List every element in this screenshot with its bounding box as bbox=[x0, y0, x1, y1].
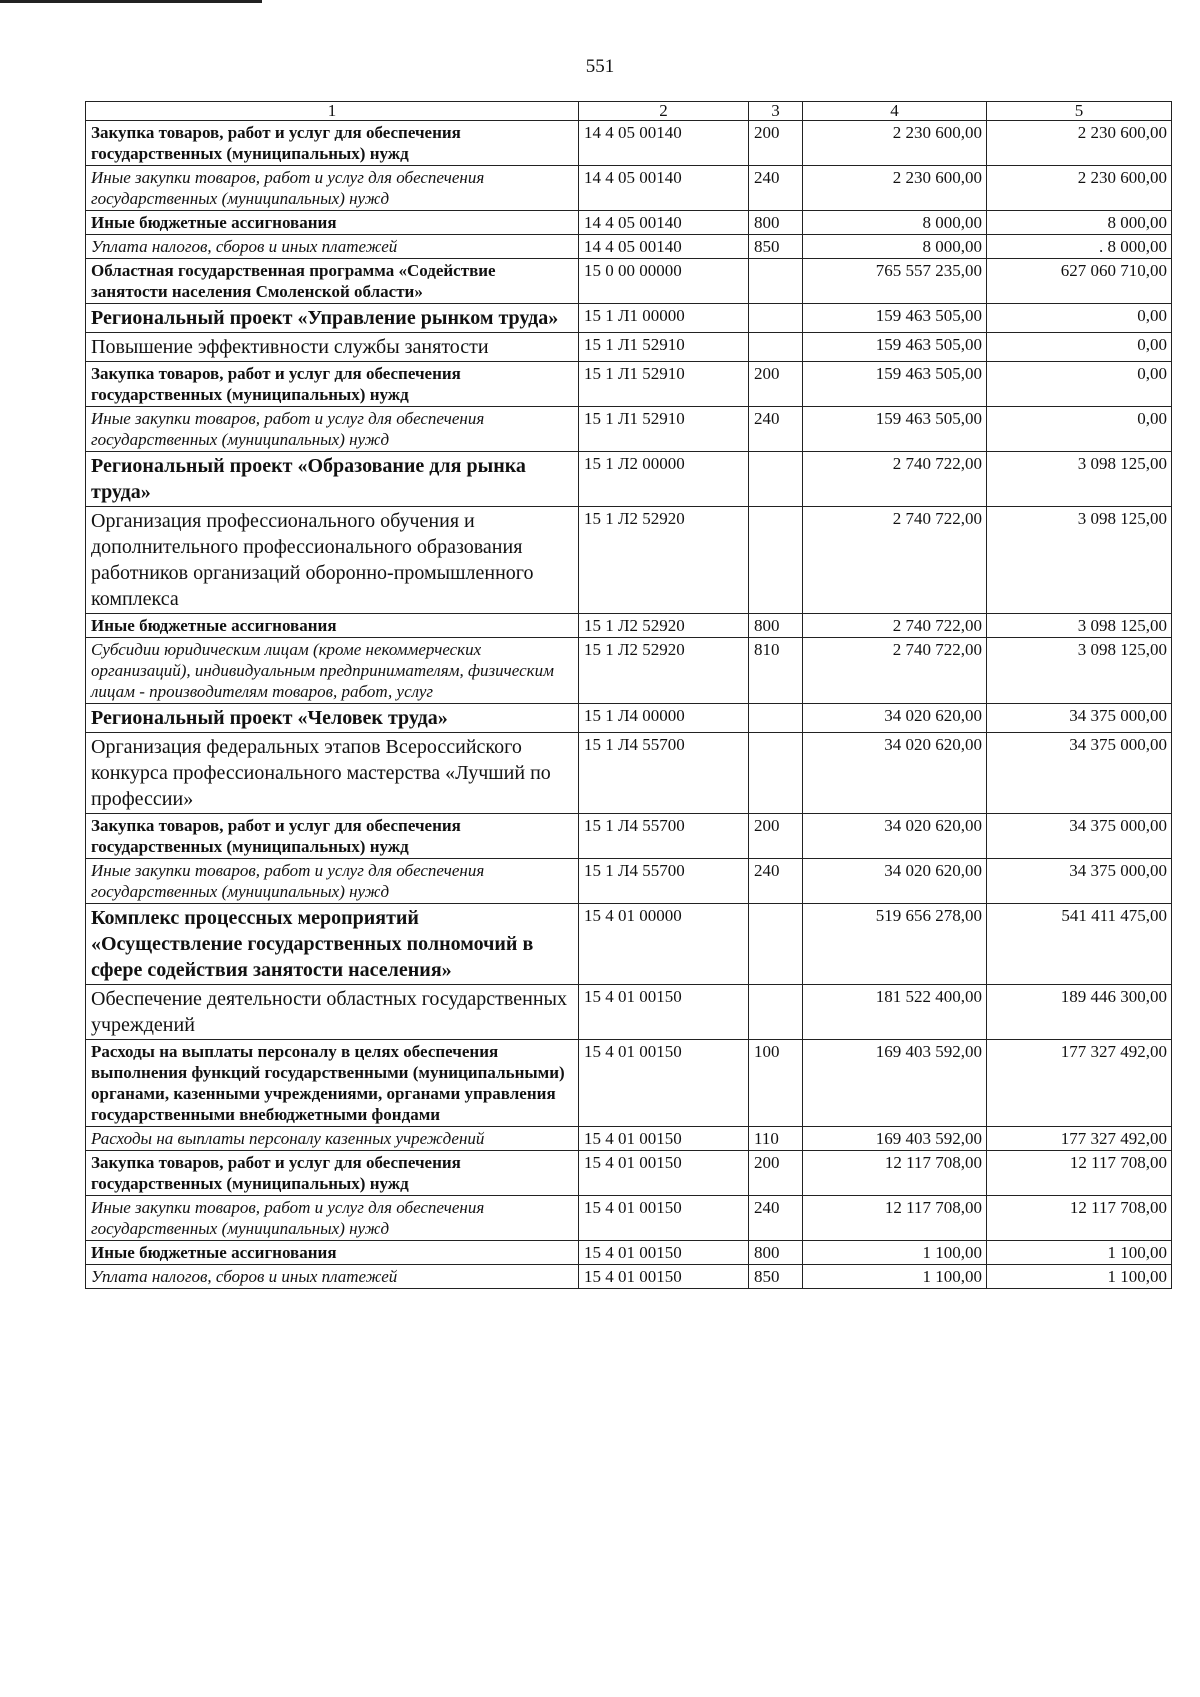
row-expense-type: 800 bbox=[749, 1241, 803, 1265]
row-amount-2: 1 100,00 bbox=[987, 1265, 1172, 1289]
row-amount-1: 2 230 600,00 bbox=[803, 121, 987, 166]
table-row bbox=[86, 304, 1172, 333]
row-expense-type: 240 bbox=[749, 407, 803, 452]
table-row bbox=[86, 452, 1172, 507]
table-row bbox=[86, 407, 1172, 452]
row-name: Обеспечение деятельности областных государственных учреждений bbox=[86, 985, 579, 1040]
header-cell-1: 1 bbox=[86, 102, 579, 121]
row-amount-1: 34 020 620,00 bbox=[803, 859, 987, 904]
row-expense-type: 850 bbox=[749, 235, 803, 259]
row-code: 14 4 05 00140 bbox=[579, 121, 749, 166]
table-row bbox=[86, 1040, 1172, 1127]
row-code: 15 1 Л1 52910 bbox=[579, 362, 749, 407]
row-name: Иные бюджетные ассигнования bbox=[86, 614, 579, 638]
table-row bbox=[86, 1265, 1172, 1289]
row-amount-2: 627 060 710,00 bbox=[987, 259, 1172, 304]
table-row bbox=[86, 638, 1172, 704]
row-code: 15 4 01 00150 bbox=[579, 985, 749, 1040]
row-amount-1: 159 463 505,00 bbox=[803, 304, 987, 333]
row-amount-1: 159 463 505,00 bbox=[803, 407, 987, 452]
top-rule bbox=[0, 0, 262, 3]
row-expense-type bbox=[749, 904, 803, 985]
row-code: 15 4 01 00150 bbox=[579, 1241, 749, 1265]
table-body bbox=[86, 121, 1172, 1289]
row-expense-type: 200 bbox=[749, 1151, 803, 1196]
row-expense-type: 100 bbox=[749, 1040, 803, 1127]
row-name: Расходы на выплаты персоналу в целях обеспечения выполнения функций государственными (муниципальными) органами, казенными учреждениями, органами управления государственными внебюджетными фондами bbox=[86, 1040, 579, 1127]
row-amount-2: . 8 000,00 bbox=[987, 235, 1172, 259]
row-amount-1: 2 740 722,00 bbox=[803, 614, 987, 638]
row-amount-2: 34 375 000,00 bbox=[987, 814, 1172, 859]
row-name: Субсидии юридическим лицам (кроме некоммерческих организаций), индивидуальным предпринимателям, физическим лицам - производителям товаров, работ, услуг bbox=[86, 638, 579, 704]
table-row bbox=[86, 859, 1172, 904]
row-amount-2: 8 000,00 bbox=[987, 211, 1172, 235]
row-code: 15 4 01 00150 bbox=[579, 1265, 749, 1289]
row-expense-type bbox=[749, 452, 803, 507]
table-row bbox=[86, 1151, 1172, 1196]
row-amount-2: 3 098 125,00 bbox=[987, 507, 1172, 614]
row-name: Повышение эффективности службы занятости bbox=[86, 333, 579, 362]
budget-table bbox=[85, 101, 1172, 1289]
row-code: 14 4 05 00140 bbox=[579, 166, 749, 211]
page-number: 551 bbox=[585, 56, 615, 77]
row-expense-type: 200 bbox=[749, 362, 803, 407]
row-amount-1: 169 403 592,00 bbox=[803, 1040, 987, 1127]
row-amount-2: 0,00 bbox=[987, 304, 1172, 333]
row-expense-type: 800 bbox=[749, 211, 803, 235]
row-expense-type bbox=[749, 507, 803, 614]
row-name: Закупка товаров, работ и услуг для обеспечения государственных (муниципальных) нужд bbox=[86, 362, 579, 407]
row-amount-2: 177 327 492,00 bbox=[987, 1040, 1172, 1127]
row-name: Уплата налогов, сборов и иных платежей bbox=[86, 1265, 579, 1289]
row-name: Закупка товаров, работ и услуг для обеспечения государственных (муниципальных) нужд bbox=[86, 814, 579, 859]
row-code: 15 4 01 00150 bbox=[579, 1127, 749, 1151]
row-name: Расходы на выплаты персоналу казенных учреждений bbox=[86, 1127, 579, 1151]
row-amount-1: 765 557 235,00 bbox=[803, 259, 987, 304]
row-code: 15 4 01 00150 bbox=[579, 1040, 749, 1127]
row-name: Комплекс процессных мероприятий «Осуществление государственных полномочий в сфере содействия занятости населения» bbox=[86, 904, 579, 985]
row-amount-2: 12 117 708,00 bbox=[987, 1151, 1172, 1196]
row-amount-2: 177 327 492,00 bbox=[987, 1127, 1172, 1151]
row-name: Иные закупки товаров, работ и услуг для обеспечения государственных (муниципальных) нужд bbox=[86, 859, 579, 904]
table-row bbox=[86, 166, 1172, 211]
row-code: 15 1 Л1 00000 bbox=[579, 304, 749, 333]
row-code: 15 1 Л1 52910 bbox=[579, 407, 749, 452]
row-code: 14 4 05 00140 bbox=[579, 235, 749, 259]
table-row bbox=[86, 362, 1172, 407]
header-row bbox=[86, 102, 1172, 121]
row-name: Иные бюджетные ассигнования bbox=[86, 1241, 579, 1265]
row-code: 15 1 Л4 55700 bbox=[579, 733, 749, 814]
row-amount-2: 34 375 000,00 bbox=[987, 704, 1172, 733]
table-row bbox=[86, 814, 1172, 859]
row-name: Организация профессионального обучения и дополнительного профессионального образования работников организаций оборонно-промышленного комплекса bbox=[86, 507, 579, 614]
row-amount-1: 8 000,00 bbox=[803, 235, 987, 259]
row-amount-1: 12 117 708,00 bbox=[803, 1196, 987, 1241]
table-row bbox=[86, 733, 1172, 814]
row-expense-type: 800 bbox=[749, 614, 803, 638]
row-code: 15 1 Л2 52920 bbox=[579, 507, 749, 614]
row-name: Закупка товаров, работ и услуг для обеспечения государственных (муниципальных) нужд bbox=[86, 121, 579, 166]
row-amount-1: 34 020 620,00 bbox=[803, 704, 987, 733]
row-code: 14 4 05 00140 bbox=[579, 211, 749, 235]
row-expense-type: 200 bbox=[749, 814, 803, 859]
row-name: Уплата налогов, сборов и иных платежей bbox=[86, 235, 579, 259]
row-code: 15 0 00 00000 bbox=[579, 259, 749, 304]
row-expense-type bbox=[749, 333, 803, 362]
row-amount-1: 519 656 278,00 bbox=[803, 904, 987, 985]
row-amount-1: 159 463 505,00 bbox=[803, 362, 987, 407]
row-expense-type bbox=[749, 259, 803, 304]
row-name: Закупка товаров, работ и услуг для обеспечения государственных (муниципальных) нужд bbox=[86, 1151, 579, 1196]
row-expense-type: 240 bbox=[749, 1196, 803, 1241]
row-code: 15 4 01 00000 bbox=[579, 904, 749, 985]
table-row bbox=[86, 259, 1172, 304]
table-row bbox=[86, 1196, 1172, 1241]
row-expense-type: 850 bbox=[749, 1265, 803, 1289]
row-amount-1: 159 463 505,00 bbox=[803, 333, 987, 362]
row-amount-2: 34 375 000,00 bbox=[987, 733, 1172, 814]
row-code: 15 1 Л2 52920 bbox=[579, 614, 749, 638]
row-amount-1: 2 740 722,00 bbox=[803, 452, 987, 507]
row-amount-2: 2 230 600,00 bbox=[987, 166, 1172, 211]
row-amount-1: 34 020 620,00 bbox=[803, 814, 987, 859]
row-amount-1: 169 403 592,00 bbox=[803, 1127, 987, 1151]
table-row bbox=[86, 985, 1172, 1040]
table-row bbox=[86, 614, 1172, 638]
row-amount-2: 0,00 bbox=[987, 362, 1172, 407]
row-amount-1: 2 230 600,00 bbox=[803, 166, 987, 211]
row-code: 15 1 Л2 00000 bbox=[579, 452, 749, 507]
table-row bbox=[86, 904, 1172, 985]
row-amount-1: 2 740 722,00 bbox=[803, 507, 987, 614]
row-name: Иные закупки товаров, работ и услуг для обеспечения государственных (муниципальных) нужд bbox=[86, 1196, 579, 1241]
row-amount-1: 8 000,00 bbox=[803, 211, 987, 235]
row-amount-1: 2 740 722,00 bbox=[803, 638, 987, 704]
row-amount-2: 34 375 000,00 bbox=[987, 859, 1172, 904]
row-name: Иные бюджетные ассигнования bbox=[86, 211, 579, 235]
header-cell-3: 3 bbox=[749, 102, 803, 121]
row-amount-2: 2 230 600,00 bbox=[987, 121, 1172, 166]
table-row bbox=[86, 211, 1172, 235]
row-code: 15 1 Л4 00000 bbox=[579, 704, 749, 733]
row-code: 15 4 01 00150 bbox=[579, 1196, 749, 1241]
table-row bbox=[86, 333, 1172, 362]
row-expense-type: 240 bbox=[749, 859, 803, 904]
row-name: Организация федеральных этапов Всероссийского конкурса профессионального мастерства «Лучший по профессии» bbox=[86, 733, 579, 814]
row-expense-type bbox=[749, 733, 803, 814]
row-amount-2: 0,00 bbox=[987, 333, 1172, 362]
row-amount-2: 3 098 125,00 bbox=[987, 452, 1172, 507]
row-expense-type: 810 bbox=[749, 638, 803, 704]
table-row bbox=[86, 507, 1172, 614]
row-amount-2: 1 100,00 bbox=[987, 1241, 1172, 1265]
row-amount-2: 541 411 475,00 bbox=[987, 904, 1172, 985]
row-amount-1: 1 100,00 bbox=[803, 1265, 987, 1289]
row-expense-type: 110 bbox=[749, 1127, 803, 1151]
row-code: 15 1 Л1 52910 bbox=[579, 333, 749, 362]
table-row bbox=[86, 235, 1172, 259]
row-expense-type bbox=[749, 985, 803, 1040]
row-name: Региональный проект «Управление рынком труда» bbox=[86, 304, 579, 333]
row-code: 15 1 Л2 52920 bbox=[579, 638, 749, 704]
row-name: Региональный проект «Человек труда» bbox=[86, 704, 579, 733]
row-code: 15 1 Л4 55700 bbox=[579, 814, 749, 859]
row-code: 15 4 01 00150 bbox=[579, 1151, 749, 1196]
row-expense-type bbox=[749, 704, 803, 733]
row-expense-type: 200 bbox=[749, 121, 803, 166]
header-cell-5: 5 bbox=[987, 102, 1172, 121]
table-row bbox=[86, 1127, 1172, 1151]
row-amount-2: 3 098 125,00 bbox=[987, 614, 1172, 638]
row-amount-1: 34 020 620,00 bbox=[803, 733, 987, 814]
row-amount-1: 1 100,00 bbox=[803, 1241, 987, 1265]
row-expense-type bbox=[749, 304, 803, 333]
row-expense-type: 240 bbox=[749, 166, 803, 211]
row-name: Областная государственная программа «Содействие занятости населения Смоленской области» bbox=[86, 259, 579, 304]
row-amount-2: 12 117 708,00 bbox=[987, 1196, 1172, 1241]
row-amount-1: 12 117 708,00 bbox=[803, 1151, 987, 1196]
row-name: Иные закупки товаров, работ и услуг для обеспечения государственных (муниципальных) нужд bbox=[86, 166, 579, 211]
table-row bbox=[86, 121, 1172, 166]
table-row bbox=[86, 1241, 1172, 1265]
row-code: 15 1 Л4 55700 bbox=[579, 859, 749, 904]
header-cell-2: 2 bbox=[579, 102, 749, 121]
row-name: Региональный проект «Образование для рынка труда» bbox=[86, 452, 579, 507]
row-amount-2: 189 446 300,00 bbox=[987, 985, 1172, 1040]
row-name: Иные закупки товаров, работ и услуг для обеспечения государственных (муниципальных) нужд bbox=[86, 407, 579, 452]
row-amount-1: 181 522 400,00 bbox=[803, 985, 987, 1040]
row-amount-2: 0,00 bbox=[987, 407, 1172, 452]
row-amount-2: 3 098 125,00 bbox=[987, 638, 1172, 704]
table-row bbox=[86, 704, 1172, 733]
header-cell-4: 4 bbox=[803, 102, 987, 121]
